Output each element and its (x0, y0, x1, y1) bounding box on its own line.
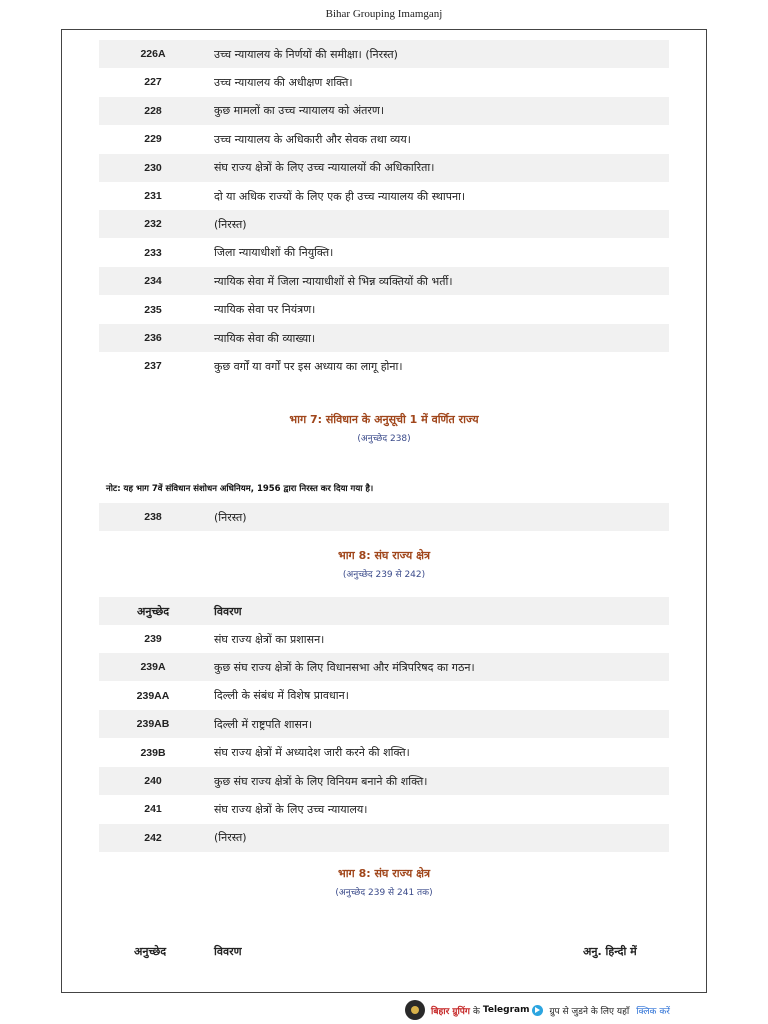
article-description: न्यायिक सेवा में जिला न्यायाधीशों से भिन्न व्यक्तियों की भर्ती। (214, 274, 453, 288)
article-number: 235 (144, 303, 162, 316)
table-row (99, 239, 669, 267)
article-number: 242 (144, 831, 162, 844)
table-header-row (99, 597, 669, 625)
table-row (99, 824, 669, 852)
article-description: (निरस्त) (214, 831, 247, 845)
table-row (99, 182, 669, 210)
table-row (99, 503, 669, 531)
article-description: उच्च न्यायालय की अधीक्षण शक्ति। (214, 75, 353, 89)
article-description: उच्च न्यायालय के निर्णयों की समीक्षा। (निरस्त) (214, 47, 398, 61)
table-row (99, 154, 669, 182)
article-description: न्यायिक सेवा की व्याख्या। (214, 331, 316, 345)
footer-mid: ग्रुप से जुडने के लिए यहाँ (549, 1006, 630, 1017)
article-number: 239B (140, 746, 166, 759)
article-description: न्यायिक सेवा पर नियंत्रण। (214, 303, 316, 317)
table-row (99, 125, 669, 153)
table-row (99, 210, 669, 238)
table-row (99, 625, 669, 653)
article-description: संघ राज्य क्षेत्रों में अध्यादेश जारी करने की शक्ति। (214, 746, 410, 760)
table-row (99, 682, 669, 710)
article-number: 227 (144, 76, 162, 89)
telegram-footer[interactable] (405, 1000, 670, 1020)
footer-brand: बिहार ग्रुपिंग (431, 1006, 470, 1017)
article-description: दिल्ली के संबंध में विशेष प्रावधान। (214, 689, 349, 703)
table-row (99, 767, 669, 795)
telegram-icon (532, 1005, 543, 1016)
table-row (99, 352, 669, 380)
table-row (99, 267, 669, 295)
article-description: (निरस्त) (214, 510, 247, 524)
article-description: (निरस्त) (214, 217, 247, 231)
article-description: उच्च न्यायालय के अधिकारी और सेवक तथा व्यय। (214, 132, 411, 146)
article-description: संघ राज्य क्षेत्रों के लिए उच्च न्यायालयों की अधिकारिता। (214, 161, 435, 175)
part8-subtitle: (अनुच्छेद 239 से 242) (342, 570, 426, 580)
table-row (99, 653, 669, 681)
article-description: जिला न्यायाधीशों की नियुक्ति। (214, 246, 334, 260)
article-number: 238 (144, 511, 162, 523)
page-header: Bihar Grouping Imamganj (325, 8, 443, 20)
part8-title: भाग 8: संघ राज्य क्षेत्र (337, 549, 431, 562)
article-number: 239 (144, 633, 162, 645)
footer-pre: के (472, 1006, 480, 1017)
column-header-description: विवरण (214, 945, 242, 958)
brand-logo-icon (405, 1000, 425, 1020)
article-number: 233 (144, 246, 162, 259)
article-description: दो या अधिक राज्यों के लिए एक ही उच्च न्यायालय की स्थापना। (214, 189, 466, 203)
article-number: 231 (144, 190, 162, 202)
article-number: 229 (144, 133, 162, 146)
column-header-description: विवरण (214, 604, 242, 618)
article-description: कुछ संघ राज्य क्षेत्रों के लिए विनियम बनाने की शक्ति। (214, 774, 428, 788)
part7-note: नोट: यह भाग 7वें संविधान संशोधन अधिनियम, 1956 द्वारा निरस्त कर दिया गया है। (106, 484, 374, 494)
column-header-article: अनुच्छेद (136, 605, 170, 618)
table-row (99, 68, 669, 96)
article-number: 228 (144, 104, 162, 117)
article-description: कुछ संघ राज्य क्षेत्रों के लिए विधानसभा और मंत्रिपरिषद का गठन। (214, 660, 475, 674)
article-number: 239AA (136, 689, 170, 702)
article-number: 230 (144, 161, 162, 174)
column-header-hindi: अनु. हिन्दी में (583, 945, 637, 958)
part7-subtitle: (अनुच्छेद 238) (357, 434, 411, 444)
part8b-title: भाग 8: संघ राज्य क्षेत्र (337, 867, 431, 880)
part7-title: भाग 7: संविधान के अनुसूची 1 में वर्णित राज्य (289, 413, 479, 426)
article-description: कुछ वर्गों या वर्गों पर इस अध्याय का लागू होना। (214, 359, 403, 373)
article-number: 240 (144, 775, 162, 787)
article-number: 241 (144, 803, 162, 816)
article-number: 236 (144, 332, 162, 344)
table-row (99, 97, 669, 125)
table-row (99, 795, 669, 823)
table-row (99, 324, 669, 352)
footer-telegram: Telegram (482, 1005, 530, 1015)
footer-link[interactable]: क्लिक करें (636, 1006, 670, 1017)
article-number: 239AB (136, 718, 170, 731)
article-number: 226A (140, 48, 166, 60)
article-description: संघ राज्य क्षेत्रों के लिए उच्च न्यायालय। (214, 802, 368, 816)
article-description: दिल्ली में राष्ट्रपति शासन। (214, 717, 313, 731)
article-description: संघ राज्य क्षेत्रों का प्रशासन। (214, 632, 325, 646)
article-number: 234 (144, 275, 162, 288)
table-row (99, 739, 669, 767)
table-row (99, 40, 669, 68)
article-number: 237 (144, 360, 162, 373)
article-description: कुछ मामलों का उच्च न्यायालय को अंतरण। (214, 104, 385, 118)
article-number: 239A (140, 661, 166, 674)
column-header-article: अनुच्छेद (134, 945, 167, 958)
article-number: 232 (144, 218, 162, 231)
table-row (99, 710, 669, 738)
table-row (99, 296, 669, 324)
part8b-subtitle: (अनुच्छेद 239 से 241 तक) (335, 888, 433, 898)
